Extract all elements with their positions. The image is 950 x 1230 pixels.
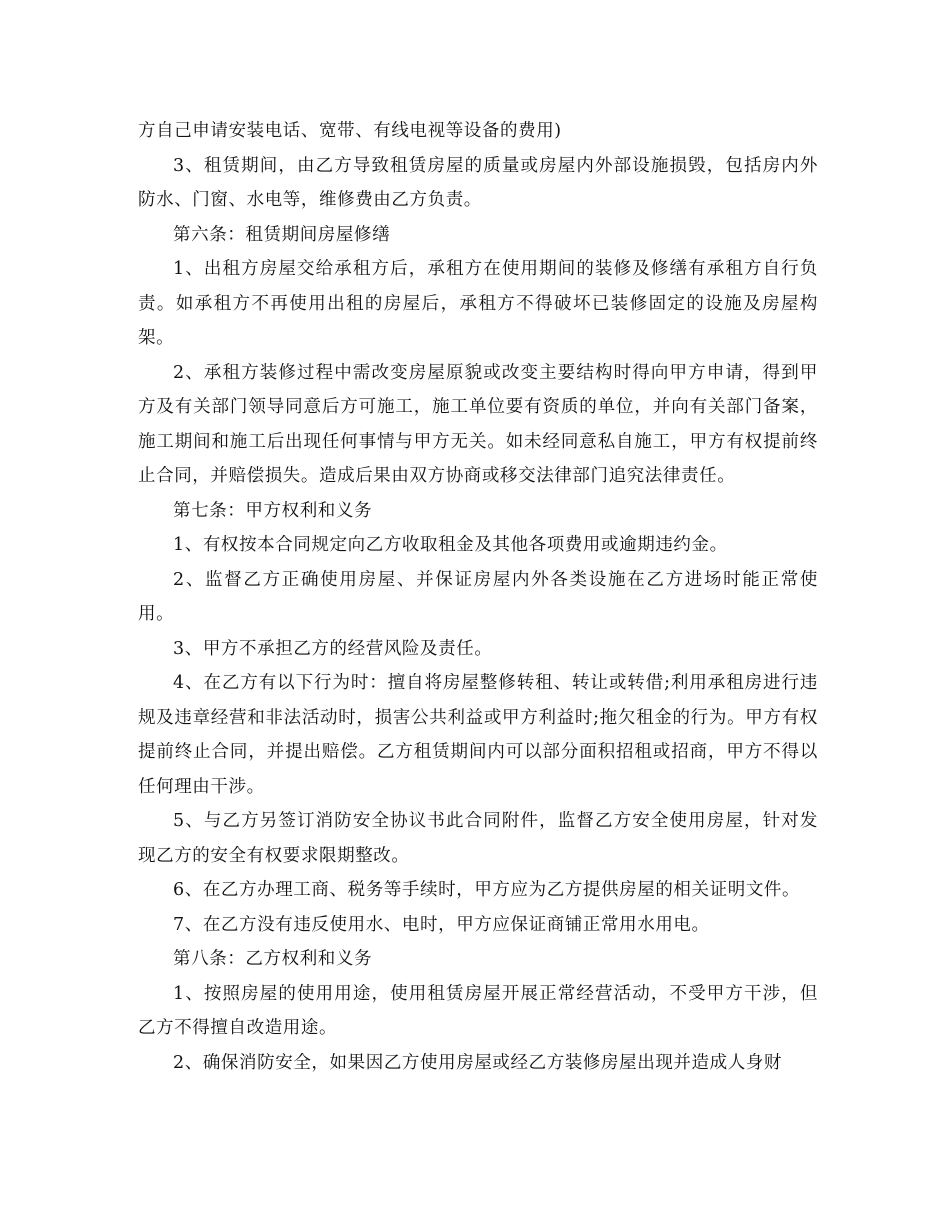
clause-7-6: 6、在乙方办理工商、税务等手续时，甲方应为乙方提供房屋的相关证明文件。 [173,880,801,900]
clause-8-2: 2、确保消防安全，如果因乙方使用房屋或经乙方装修房屋出现并造成人身财 [173,1052,783,1073]
clause-5-3: 3、租赁期间，由乙方导致租赁房屋的质量或房屋内外部设施损毁，包括房内外防水、门窗、水电等，维修费由乙方负责。 [138,155,818,210]
article-8-heading: 第八条：乙方权利和义务 [173,949,373,969]
clause-7-7: 7、在乙方没有违反使用水、电时，甲方应保证商铺正常用水用电。 [173,914,710,935]
clause-6-1: 1、出租方房屋交给承租方后，承租方在使用期间的装修及修缮有承租方自行负责。如承租方不再使用出租的房屋后，承租方不得破坏已装修固定的设施及房屋构架。 [138,259,818,348]
clause-7-1: 1、有权按本合同规定向乙方收取租金及其他各项费用或逾期违约金。 [173,535,728,555]
clause-7-2: 2、监督乙方正确使用房屋、并保证房屋内外各类设施在乙方进场时能正常使用。 [138,569,818,624]
article-7-heading: 第七条：甲方权利和义务 [173,500,373,521]
article-6-heading: 第六条：租赁期间房屋修缮 [173,224,391,245]
document-body [138,114,818,1080]
clause-6-2: 2、承租方装修过程中需改变房屋原貌或改变主要结构时得向甲方申请，得到甲方及有关部门领导同意后方可施工，施工单位要有资质的单位，并向有关部门备案，施工期间和施工后出现任何事情与甲方无关。如未经同意私自施工，甲方有权提前终止合同，并赔偿损失。造成后果由双方协商或移交法律部门追究法律责任。 [138,362,818,486]
clause-7-5: 5、与乙方另签订消防安全协议书此合同附件，监督乙方安全使用房屋，针对发现乙方的安全有权要求限期整改。 [138,811,818,866]
clause-7-3: 3、甲方不承担乙方的经营风险及责任。 [173,638,493,659]
clause-8-1: 1、按照房屋的使用用途，使用租赁房屋开展正常经营活动，不受甲方干涉，但乙方不得擅自改造用途。 [138,983,818,1038]
clause-7-4: 4、在乙方有以下行为时：擅自将房屋整修转租、转让或转借;利用承租房进行违规及违章经营和非法活动时，损害公共利益或甲方利益时;拖欠租金的行为。甲方有权提前终止合同，并提出赔偿。乙方租赁期间内可以部分面积招租或招商，甲方不得以任何理由干涉。 [138,673,818,797]
paragraph-continuation: 方自己申请安装电话、宽带、有线电视等设备的费用) [138,121,562,141]
